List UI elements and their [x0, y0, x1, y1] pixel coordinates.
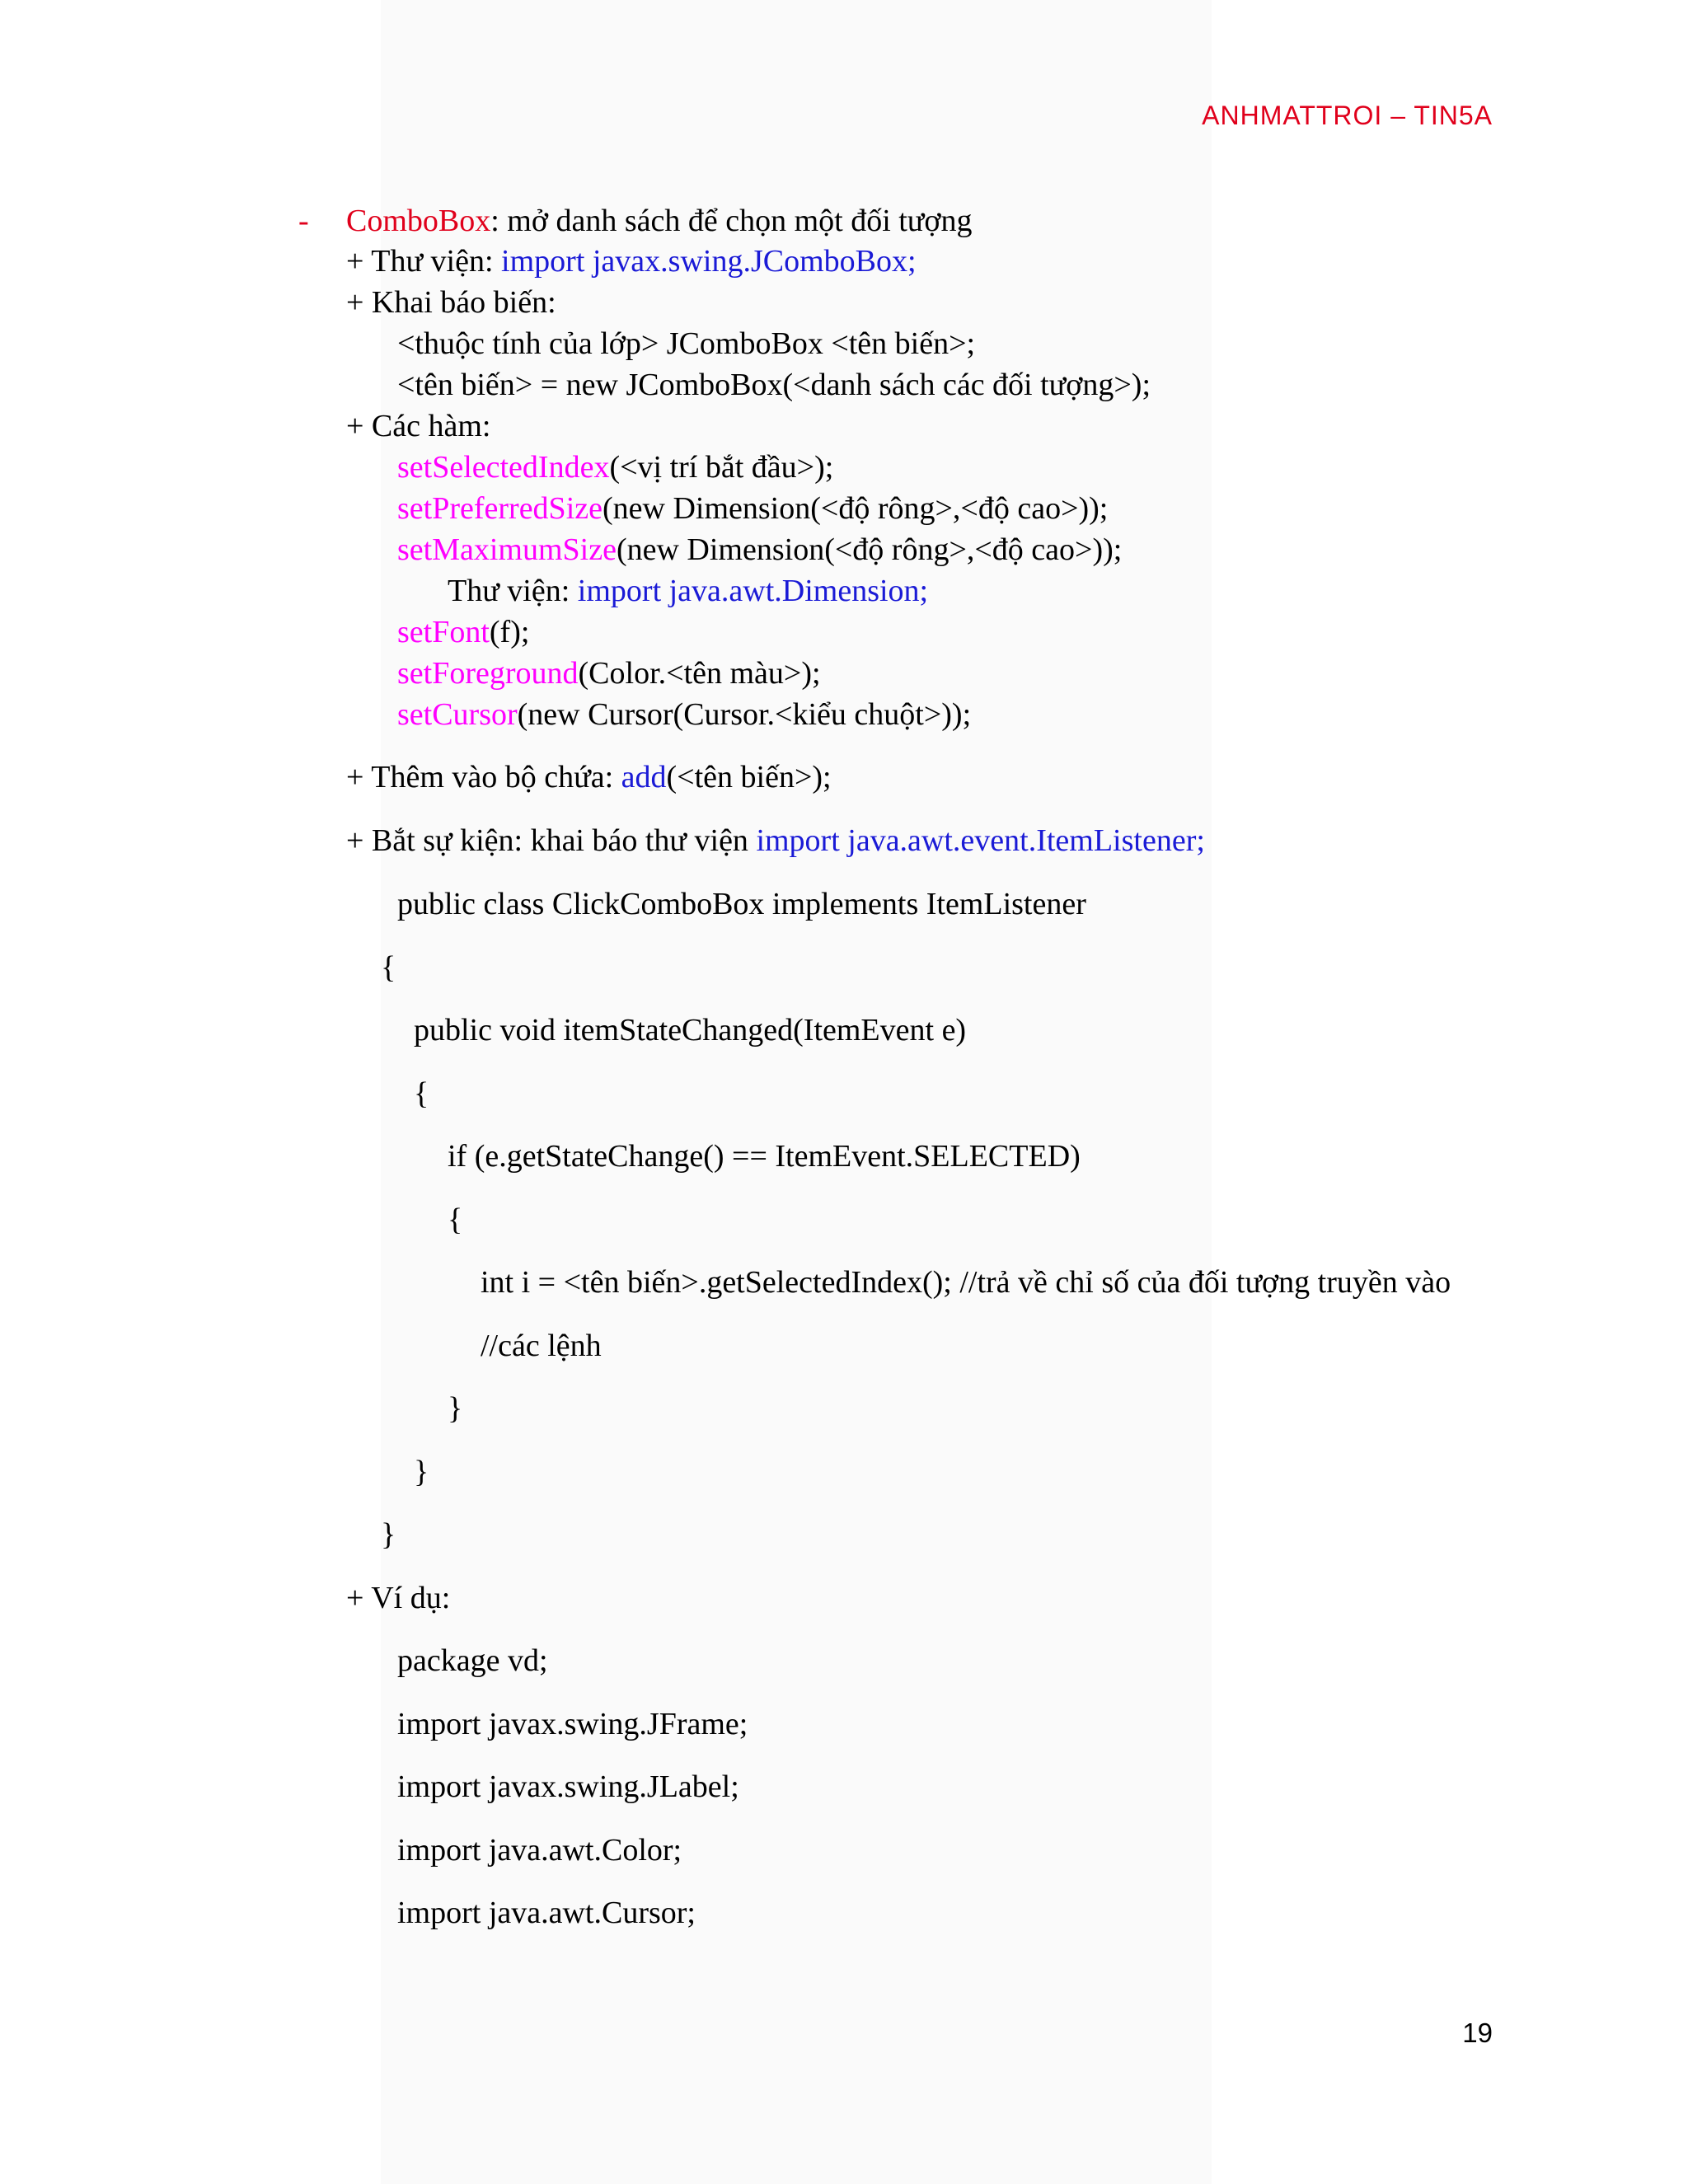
library-line — [346, 243, 917, 279]
method-name: setMaximumSize — [397, 532, 617, 567]
example-line: import java.awt.Cursor; — [397, 1896, 696, 1930]
method-name: setSelectedIndex — [397, 450, 610, 485]
method-args: (new Cursor(Cursor.<kiểu chuột>)); — [517, 697, 972, 732]
methods-label: + Các hàm: — [346, 409, 491, 443]
event-library: import java.awt.event.ItemListener; — [756, 823, 1205, 858]
code-brace-open: { — [414, 1076, 429, 1111]
code-if-line: if (e.getStateChange() == ItemEvent.SELECTED) — [448, 1139, 1081, 1174]
event-label: + Bắt sự kiện: khai báo thư viện — [346, 823, 757, 858]
method-name: setForeground — [397, 656, 579, 691]
code-brace-open: { — [381, 950, 396, 985]
dimension-library-value: import java.awt.Dimension; — [577, 574, 929, 608]
bullet-dash: - — [298, 204, 309, 238]
method-name: setCursor — [397, 697, 518, 732]
method-name: setPreferredSize — [397, 491, 603, 526]
example-line: import javax.swing.JFrame; — [397, 1707, 748, 1741]
method-line — [397, 532, 1122, 568]
dimension-library-label: Thư viện: — [448, 574, 578, 608]
section-title-desc: : mở danh sách để chọn một đối tượng — [490, 204, 973, 238]
section-title-line — [346, 203, 973, 239]
add-line — [346, 759, 832, 795]
method-line — [397, 696, 971, 733]
page-header: ANHMATTROI – TIN5A — [1202, 101, 1493, 130]
method-line — [397, 449, 833, 485]
method-line — [397, 655, 821, 691]
code-int-line: int i = <tên biến>.getSelectedIndex(); //trả về chỉ số của đối tượng truyền vào — [481, 1265, 1451, 1300]
example-line: import java.awt.Color; — [397, 1833, 682, 1868]
code-brace-close: } — [448, 1391, 463, 1426]
method-args: (Color.<tên màu>); — [578, 656, 821, 691]
method-args: (<vị trí bắt đầu>); — [609, 450, 834, 485]
example-label: + Ví dụ: — [346, 1581, 451, 1615]
method-args: (new Dimension(<độ rông>,<độ cao>)); — [616, 532, 1123, 567]
example-line: package vd; — [397, 1643, 548, 1678]
add-method: add — [621, 760, 667, 794]
declare-line-2: <tên biến> = new JComboBox(<danh sách các đối tượng>); — [397, 368, 1151, 402]
add-label: + Thêm vào bộ chứa: — [346, 760, 621, 794]
section-title: ComboBox — [346, 204, 491, 238]
method-args: (f); — [489, 615, 530, 649]
dimension-library-line — [448, 573, 928, 609]
declare-label: + Khai báo biến: — [346, 285, 556, 320]
code-brace-open: { — [448, 1202, 463, 1237]
example-line: import javax.swing.JLabel; — [397, 1769, 739, 1804]
code-brace-close: } — [414, 1455, 429, 1489]
event-line — [346, 823, 1205, 859]
method-line — [397, 490, 1108, 527]
code-method-decl: public void itemStateChanged(ItemEvent e) — [414, 1013, 967, 1047]
library-label: + Thư viện: — [346, 244, 502, 279]
code-brace-close: } — [381, 1517, 396, 1552]
add-args: (<tên biến>); — [666, 760, 832, 794]
method-args: (new Dimension(<độ rông>,<độ cao>)); — [603, 491, 1109, 526]
method-name: setFont — [397, 615, 490, 649]
code-comment-line: //các lệnh — [481, 1329, 602, 1363]
declare-line-1: <thuộc tính của lớp> JComboBox <tên biến>; — [397, 326, 976, 361]
code-class-decl: public class ClickComboBox implements ItemListener — [397, 887, 1086, 921]
page-number: 19 — [1462, 2018, 1493, 2048]
method-line — [397, 614, 529, 650]
library-value: import javax.swing.JComboBox; — [501, 244, 917, 279]
